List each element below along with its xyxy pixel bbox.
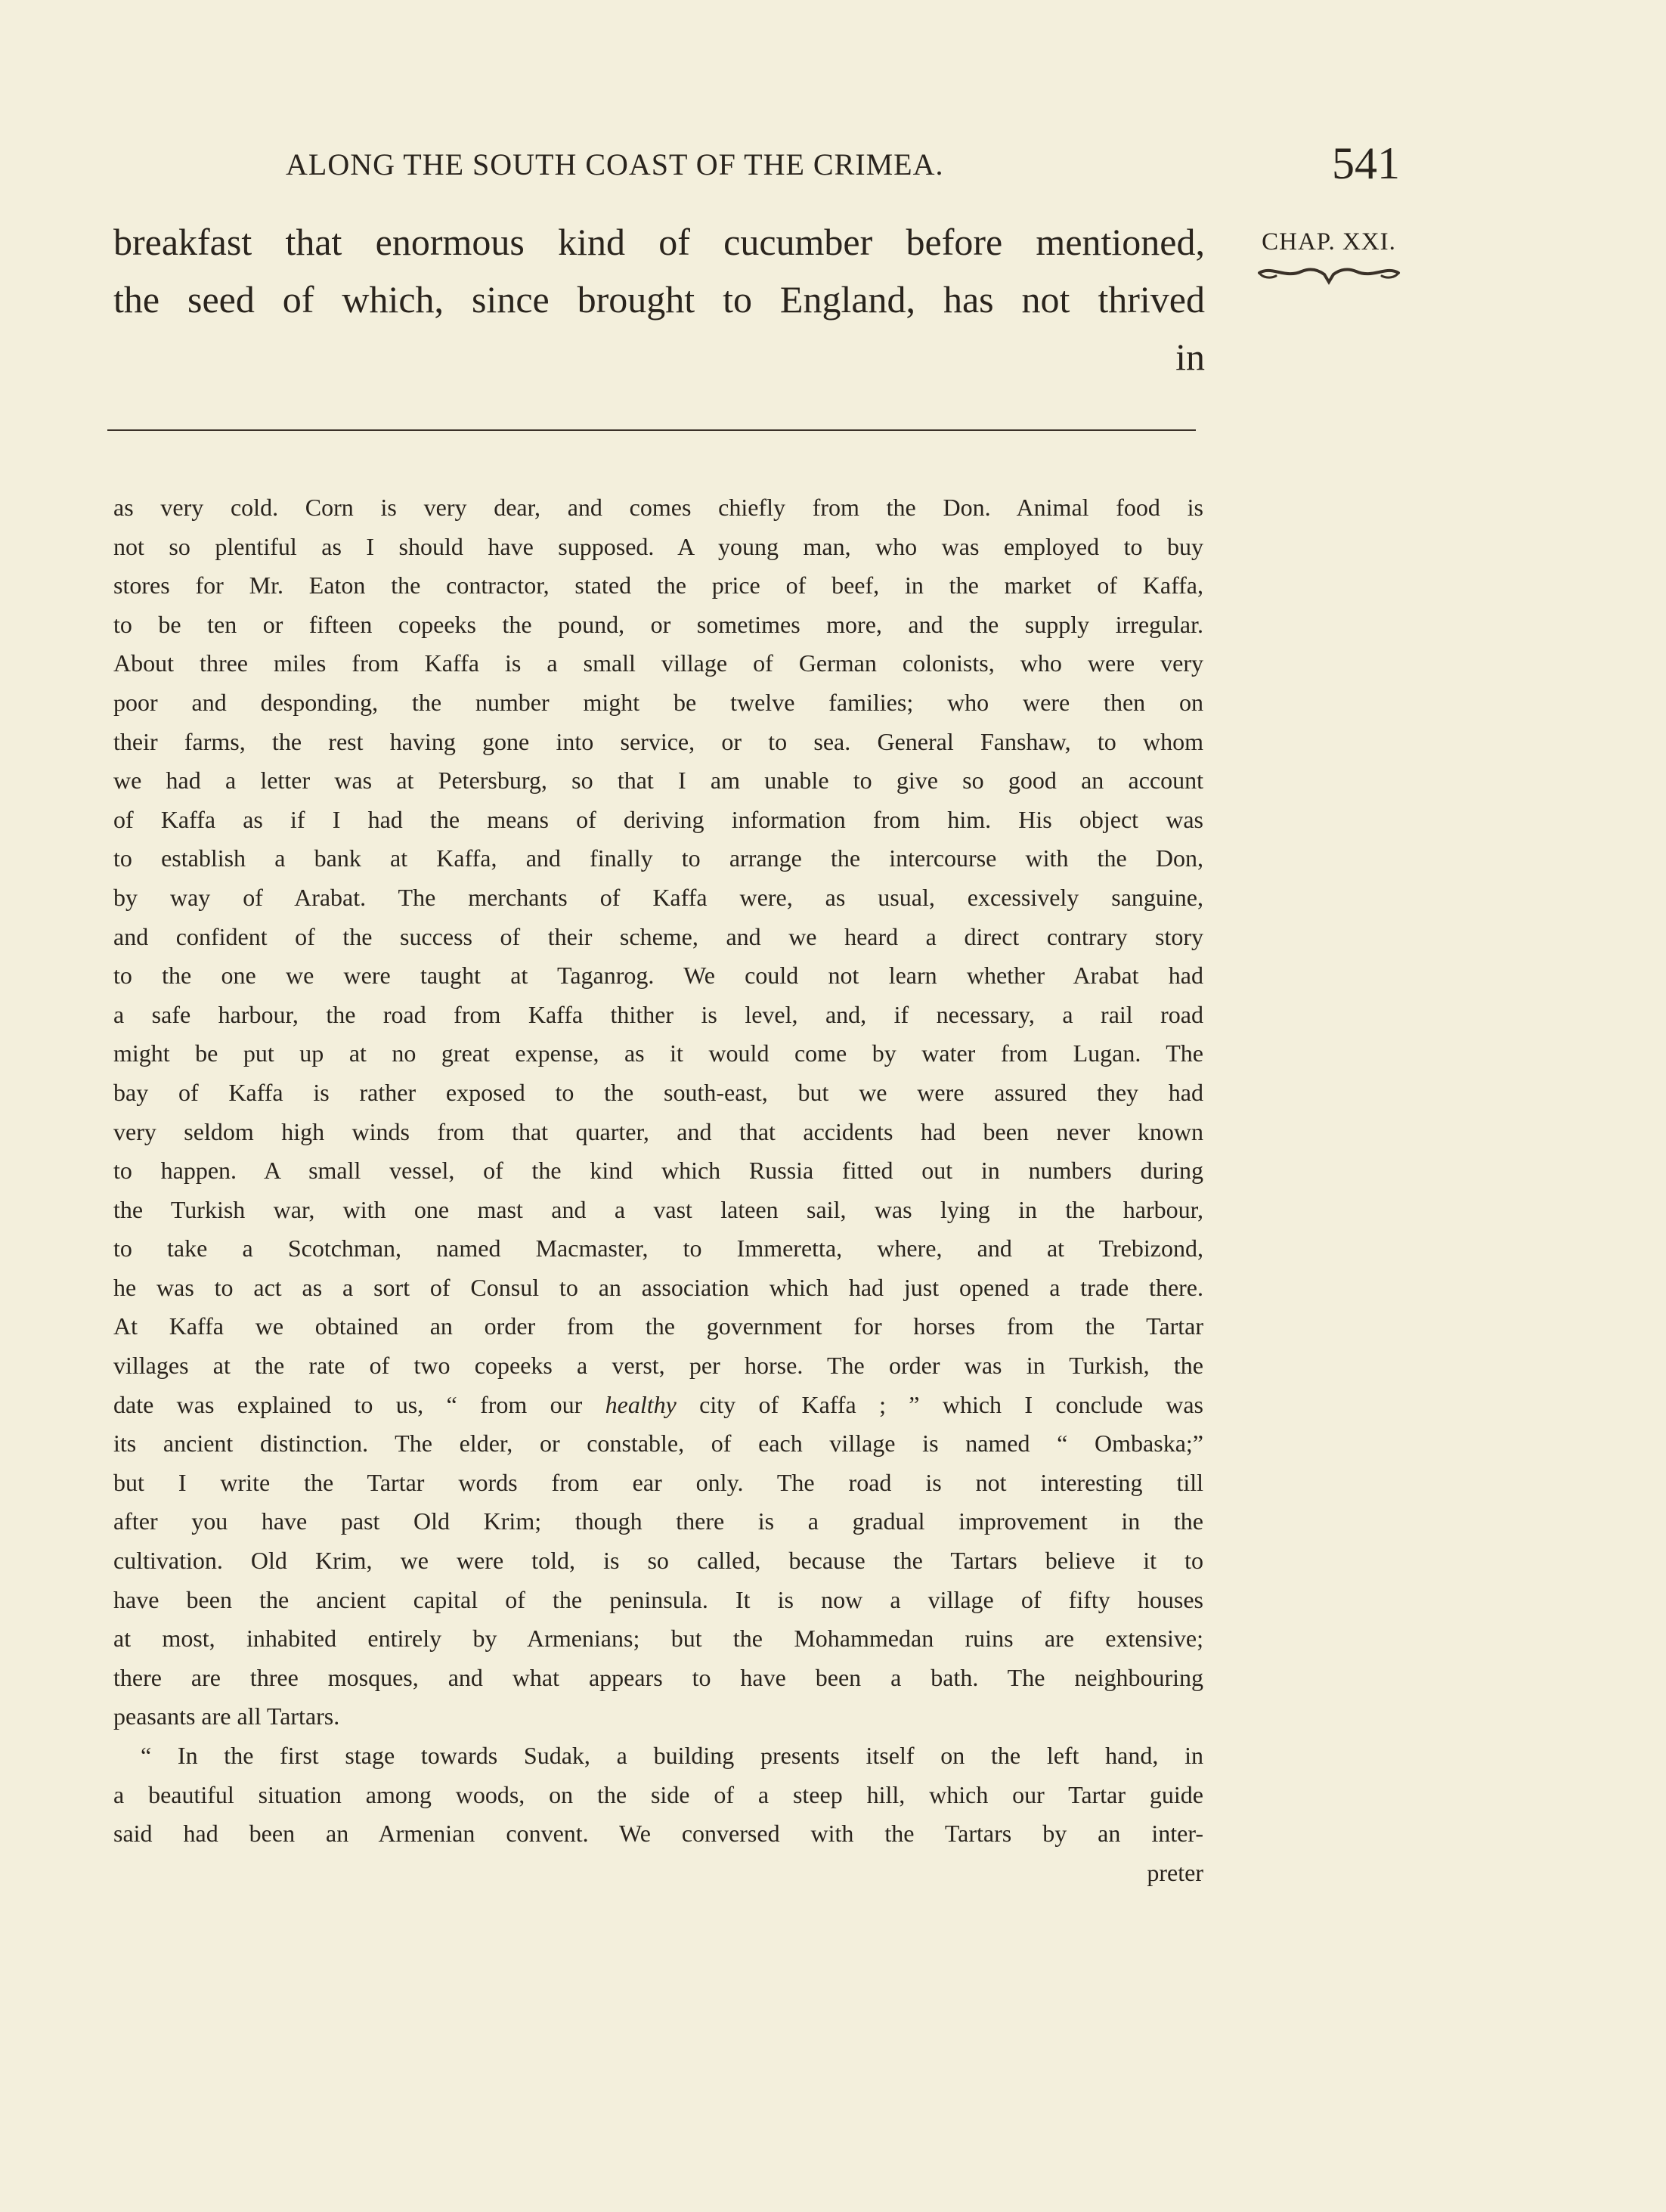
page-number: 541 <box>1332 138 1400 188</box>
footnote-line: but I write the Tartar words from ear only. The road is not interesting till <box>113 1468 1203 1496</box>
footnote-text <box>113 488 1203 1892</box>
footnote-line: very seldom high winds from that quarter, and that accidents had been never known <box>113 1117 1203 1145</box>
footnote-line: to the one we were taught at Taganrog. We could not learn whether Arabat had <box>113 962 1203 990</box>
chapter-label: CHAP. XXI. <box>1262 228 1396 256</box>
footnote-line: to take a Scotchman, named Macmaster, to Immeretta, where, and at Trebizond, <box>113 1235 1203 1262</box>
footnote-line: stores for Mr. Eaton the contractor, stated the price of beef, in the market of Kaffa, <box>113 572 1203 599</box>
footnote-paragraph-end: peasants are all Tartars. <box>113 1702 340 1730</box>
footnote-line-with-italic <box>113 1386 1203 1425</box>
main-text-line: breakfast that enormous kind of cucumber before mentioned, <box>113 221 1205 263</box>
footnote-line: villages at the rate of two copeeks a verst, per horse. The order was in Turkish, the <box>113 1352 1203 1380</box>
footnote-line: to establish a bank at Kaffa, and finally to arrange the intercourse with the Don, <box>113 844 1203 872</box>
footnote-divider <box>107 429 1196 431</box>
footnote-line: About three miles from Kaffa is a small village of German colonists, who were very <box>113 649 1203 677</box>
footnote-line: their farms, the rest having gone into service, or to sea. General Fanshaw, to whom <box>113 727 1203 755</box>
footnote-line: have been the ancient capital of the peninsula. It is now a village of fifty houses <box>113 1585 1203 1613</box>
footnote-line: of Kaffa as if I had the means of deriving information from him. His object was <box>113 805 1203 833</box>
footnote-line: we had a letter was at Petersburg, so that I am unable to give so good an account <box>113 767 1203 795</box>
footnote-line: said had been an Armenian convent. We conversed with the Tartars by an inter- <box>113 1820 1203 1848</box>
running-title: ALONG THE SOUTH COAST OF THE CRIMEA. <box>286 147 944 181</box>
footnote-text-segment: city of Kaffa ; ” which I conclude was <box>676 1390 1203 1418</box>
main-text-line: the seed of which, since brought to England, has not thrived <box>113 278 1205 321</box>
footnote-line: by way of Arabat. The merchants of Kaffa were, as usual, excessively sanguine, <box>113 883 1203 911</box>
footnote-catchword: preter <box>1147 1858 1203 1886</box>
footnote-line: he was to act as a sort of Consul to an association which had just opened a trade there. <box>113 1273 1203 1301</box>
footnote-line: to be ten or fifteen copeeks the pound, or sometimes more, and the supply irregular. <box>113 610 1203 638</box>
footnote-line: there are three mosques, and what appears to have been a bath. The neighbouring <box>113 1663 1203 1691</box>
chapter-marginal-note <box>1255 228 1403 290</box>
ornamental-flourish-icon <box>1255 259 1403 290</box>
footnote-italic-word: healthy <box>605 1390 677 1418</box>
main-text-catchword: in <box>1175 336 1205 378</box>
footnote-line: not so plentiful as I should have supposed. A young man, who was employed to buy <box>113 532 1203 560</box>
footnote-line: to happen. A small vessel, of the kind which Russia fitted out in numbers during <box>113 1157 1203 1185</box>
footnote-line: its ancient distinction. The elder, or constable, of each village is named “ Ombaska;” <box>113 1430 1203 1458</box>
footnote-line: and confident of the success of their scheme, and we heard a direct contrary story <box>113 922 1203 950</box>
footnote-line: poor and desponding, the number might be twelve families; who were then on <box>113 688 1203 716</box>
footnote-line: a beautiful situation among woods, on the side of a steep hill, which our Tartar guide <box>113 1780 1203 1808</box>
footnote-line: At Kaffa we obtained an order from the government for horses from the Tartar <box>113 1312 1203 1340</box>
footnote-line: cultivation. Old Krim, we were told, is so called, because the Tartars believe it to <box>113 1547 1203 1575</box>
main-text <box>113 213 1205 386</box>
footnote-line: might be put up at no great expense, as it would come by water from Lugan. The <box>113 1039 1203 1067</box>
footnote-text-segment: date was explained to us, “ from our <box>113 1390 605 1418</box>
footnote-line: as very cold. Corn is very dear, and comes chiefly from the Don. Animal food is <box>113 494 1203 521</box>
footnote-line: bay of Kaffa is rather exposed to the south-east, but we were assured they had <box>113 1078 1203 1106</box>
footnote-line: after you have past Old Krim; though there is a gradual improvement in the <box>113 1507 1203 1535</box>
footnote-line: at most, inhabited entirely by Armenians; but the Mohammedan ruins are extensive; <box>113 1625 1203 1653</box>
footnote-line: the Turkish war, with one mast and a vast lateen sail, was lying in the harbour, <box>113 1195 1203 1223</box>
footnote-line: “ In the first stage towards Sudak, a building presents itself on the left hand, in <box>141 1742 1203 1769</box>
footnote-line: a safe harbour, the road from Kaffa thither is level, and, if necessary, a rail road <box>113 1000 1203 1028</box>
